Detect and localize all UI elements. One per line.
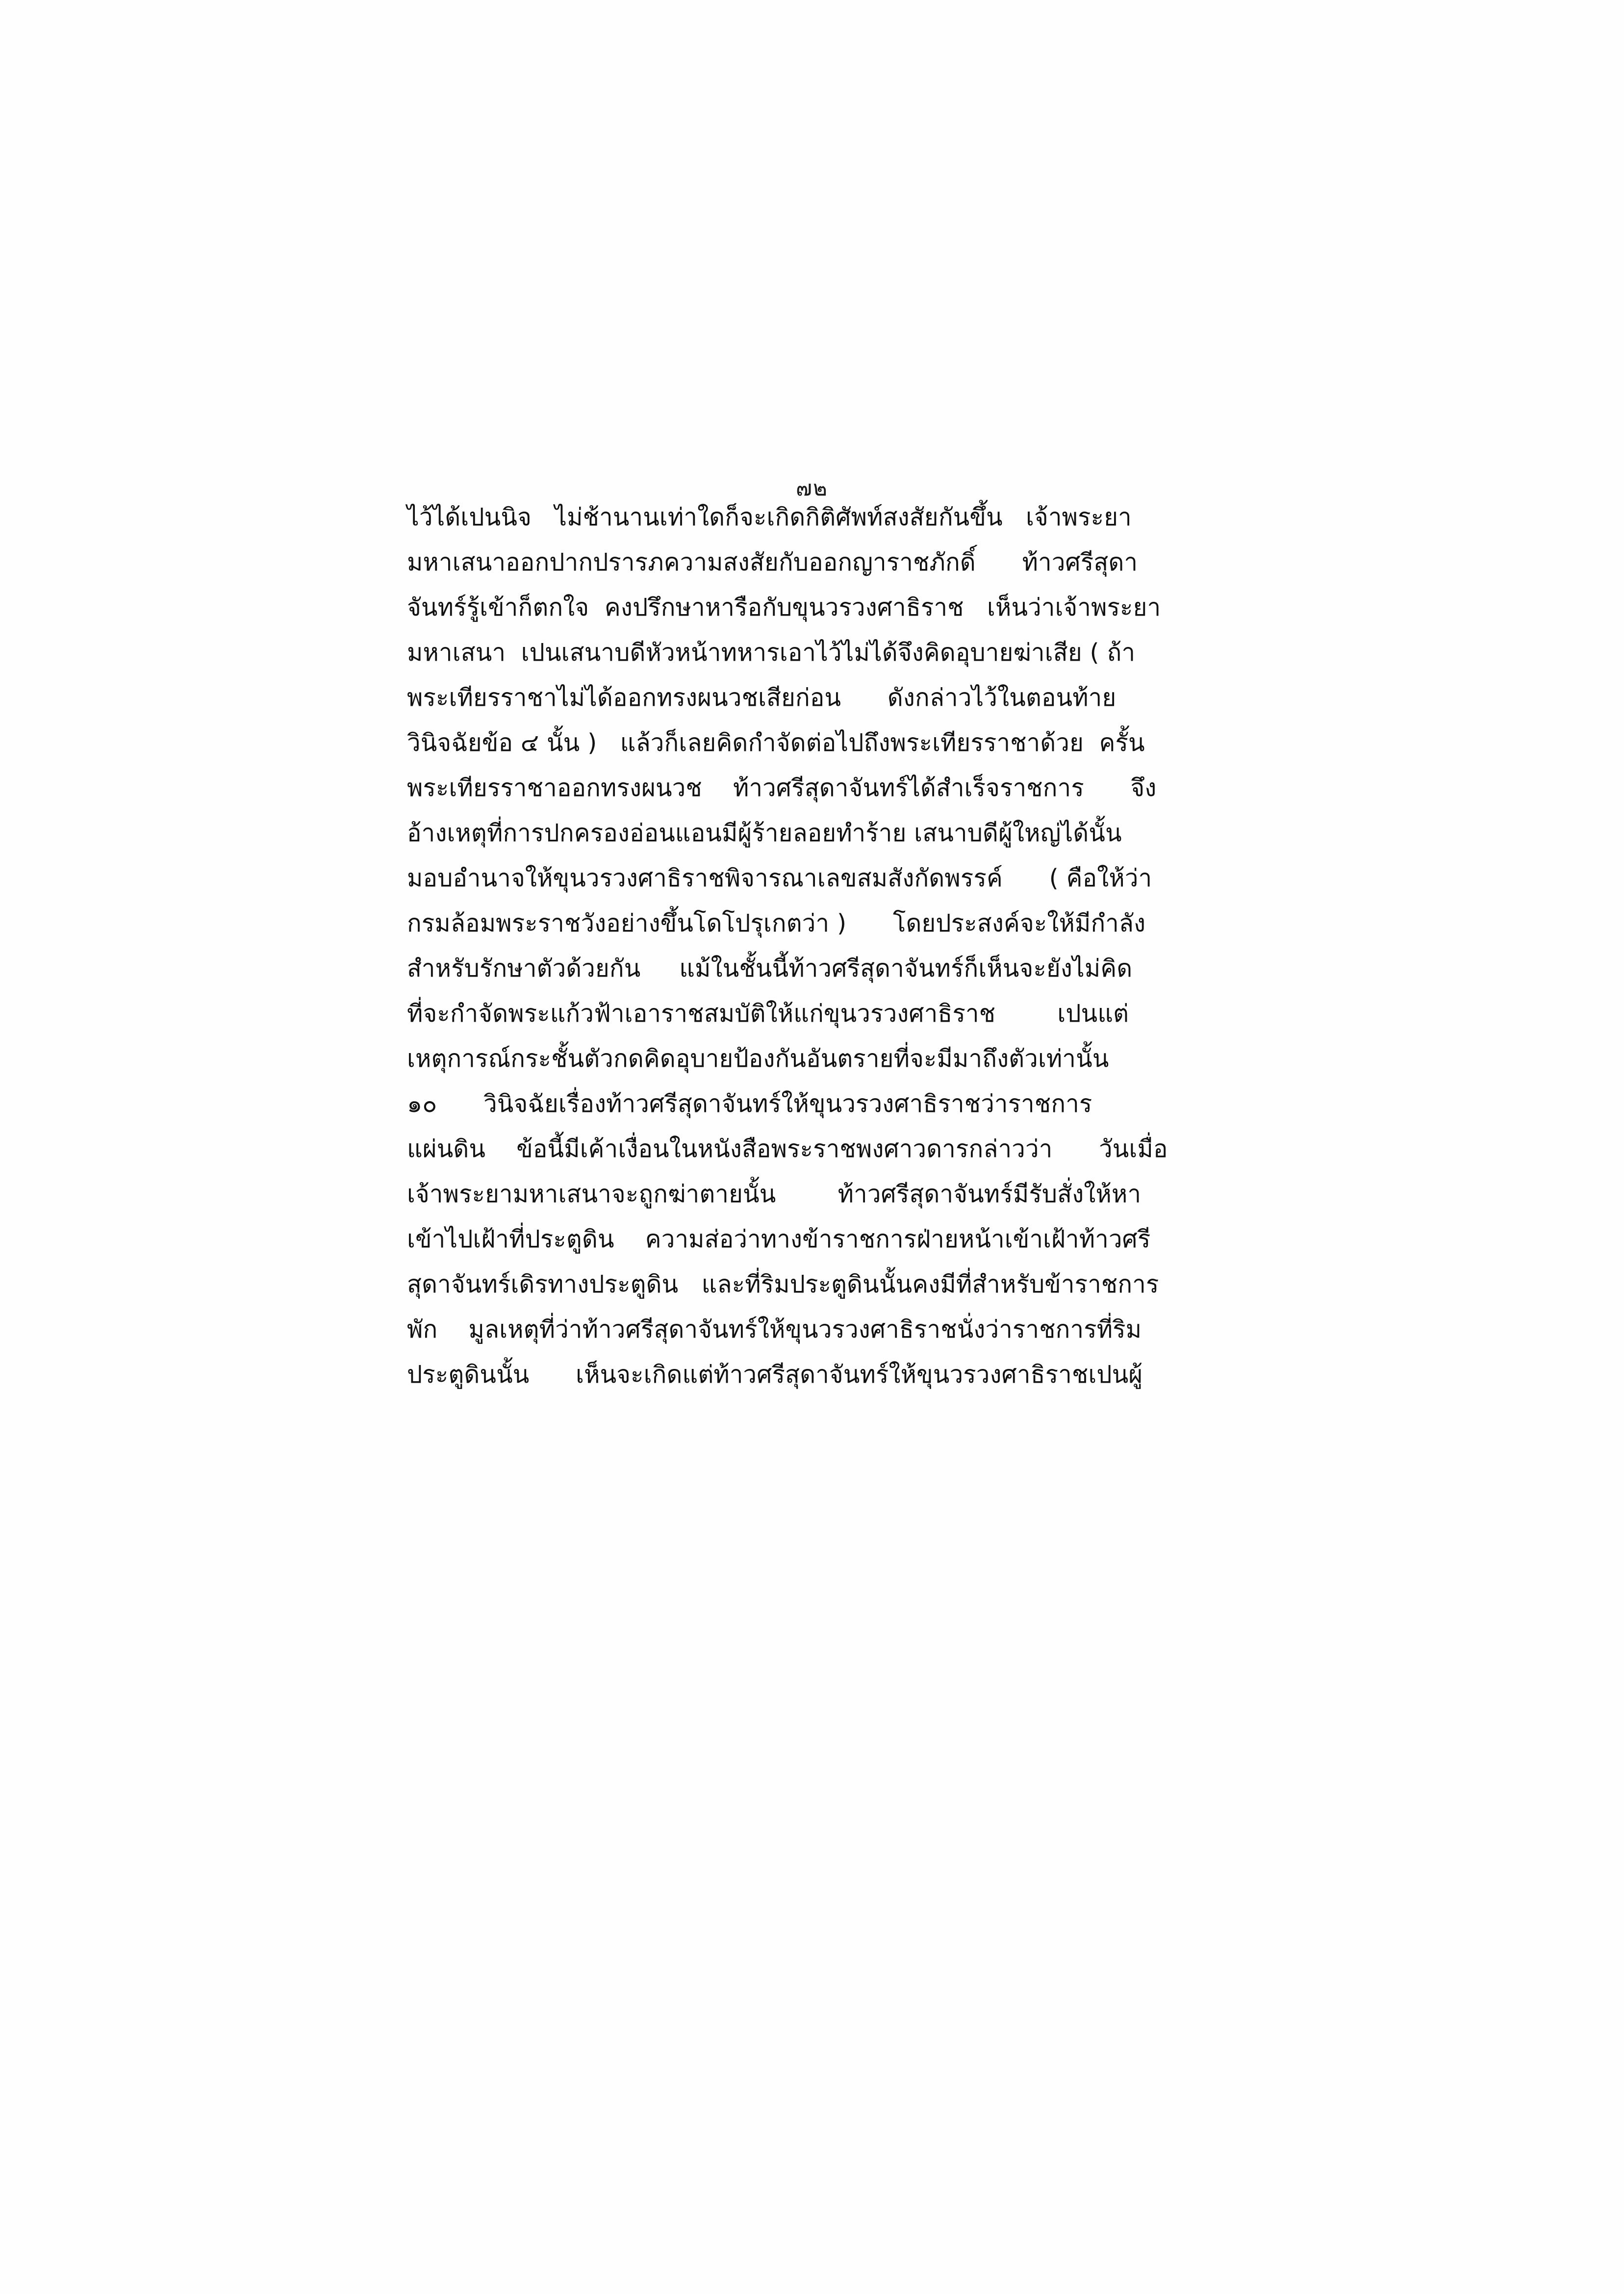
text-line: มหาเสนา เปนเสนาบดีหัวหน้าทหารเอาไว้ไม่ได้จึงคิดอุบายฆ่าเสีย ( ถ้า: [407, 639, 1136, 667]
text-line: จันทร์รู้เข้าก็ตกใจ คงปรึกษาหารือกับขุนวรวงศาธิราช เห็นว่าเจ้าพระยา: [407, 593, 1161, 621]
text-line: สำหรับรักษาตัวด้วยกัน แม้ในชั้นนี้ท้าวศรีสุดาจันทร์ก็เห็นจะยังไม่คิด: [407, 954, 1133, 982]
text-line: ประตูดินนั้น เห็นจะเกิดแต่ท้าวศรีสุดาจันทร์ให้ขุนวรวงศาธิราชเปนผู้: [407, 1361, 1143, 1389]
text-line: เจ้าพระยามหาเสนาจะถูกฆ่าตายนั้น ท้าวศรีสุดาจันทร์มีรับสั่งให้หา: [407, 1180, 1142, 1208]
text-line: ๑๐ วินิจฉัยเรื่องท้าวศรีสุดาจันทร์ให้ขุนวรวงศาธิราชว่าราชการ: [407, 1090, 1092, 1118]
text-line: แผ่นดิน ข้อนี้มีเค้าเงื่อนในหนังสือพระราชพงศาวดารกล่าวว่า วันเมื่อ: [407, 1135, 1168, 1163]
text-line: เหตุการณ์กระชั้นตัวกดคิดอุบายป้องกันอันตรายที่จะมีมาถึงตัวเท่านั้น: [407, 1045, 1109, 1073]
text-line: มหาเสนาออกปากปรารภความสงสัยกับออกญาราชภักดิ์ ท้าวศรีสุดา: [407, 548, 1138, 576]
text-line: เข้าไปเฝ้าที่ประตูดิน ความส่อว่าทางข้าราชการฝ่ายหน้าเข้าเฝ้าท้าวศรี: [407, 1225, 1151, 1253]
text-line: มอบอำนาจให้ขุนวรวงศาธิราชพิจารณาเลขสมสังกัดพรรค์ ( คือให้ว่า: [407, 864, 1152, 892]
text-line: สุดาจันทร์เดิรทางประตูดิน และที่ริมประตูดินนั้นคงมีที่สำหรับข้าราชการ: [407, 1270, 1159, 1298]
text-line: ที่จะกำจัดพระแก้วฟ้าเอาราชสมบัติให้แก่ขุนวรวงศาธิราช เปนแต่: [407, 1000, 1129, 1028]
text-line: กรมล้อมพระราชวังอย่างขึ้นโดโปรุเกตว่า ) โดยประสงค์จะให้มีกำลัง: [407, 909, 1146, 937]
text-line: พัก มูลเหตุที่ว่าท้าวศรีสุดาจันทร์ให้ขุนวรวงศาธิราชนั่งว่าราชการที่ริม: [407, 1315, 1142, 1343]
text-line: พระเทียรราชาไม่ได้ออกทรงผนวชเสียก่อน ดังกล่าวไว้ในตอนท้าย: [407, 684, 1116, 712]
page-number: ๗๒: [795, 476, 829, 501]
body-text: [407, 505, 1270, 1408]
text-line: พระเทียรราชาออกทรงผนวช ท้าวศรีสุดาจันทร์ได้สำเร็จราชการ จึง: [407, 774, 1157, 802]
text-line: อ้างเหตุที่การปกครองอ่อนแอนมีผู้ร้ายลอยทำร้าย เสนาบดีผู้ใหญ่ได้นั้น: [407, 819, 1122, 847]
text-line: ไว้ได้เปนนิจ ไม่ช้านานเท่าใดก็จะเกิดกิติศัพท์สงสัยกันขึ้น เจ้าพระยา: [407, 503, 1132, 531]
text-line: วินิจฉัยข้อ ๔ นั้น ) แล้วก็เลยคิดกำจัดต่อไปถึงพระเทียรราชาด้วย ครั้น: [407, 729, 1145, 757]
